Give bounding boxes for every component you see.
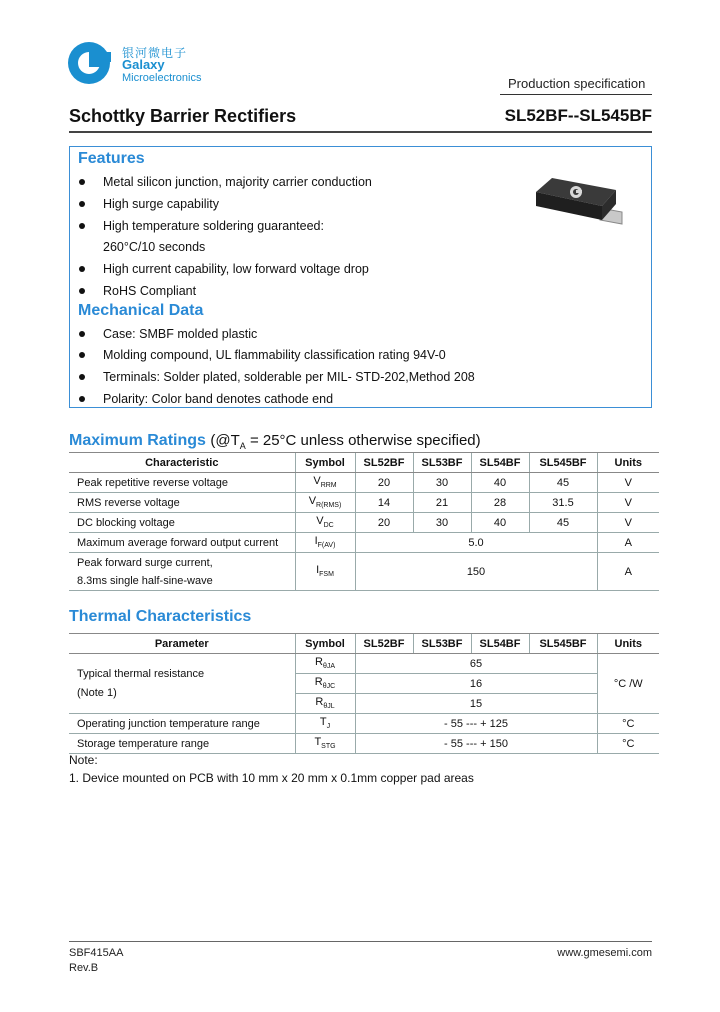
table-row: Typical thermal resistance (Note 1) $R_{\theta JA}$ 65 °C /W: [69, 654, 659, 674]
mechanical-item: Case: SMBF molded plastic: [103, 327, 257, 341]
table-row: DC blocking voltage $V_{DC}$ 20 30 40 45 V: [69, 513, 659, 533]
column-header: SL53BF: [413, 453, 471, 473]
note-item: 1. Device mounted on PCB with 10 mm x 20 mm x 0.1mm copper pad areas: [69, 771, 474, 785]
column-header: Units: [597, 453, 659, 473]
mechanical-item: Terminals: Solder plated, solderable per MIL- STD-202,Method 208: [103, 370, 475, 384]
column-header: SL54BF: [471, 634, 529, 654]
feature-item: Metal silicon junction, majority carrier conduction: [103, 175, 372, 189]
max-ratings-table: [69, 452, 659, 591]
column-header: Characteristic: [69, 453, 295, 473]
production-spec-label: Production specification: [508, 76, 646, 91]
mechanical-item: Polarity: Color band denotes cathode end: [103, 392, 333, 406]
table-row: $R_{\theta JL}$ 15: [69, 694, 659, 714]
column-header: Symbol: [295, 634, 355, 654]
logo-subtitle-text: Microelectronics: [122, 72, 202, 84]
thermal-heading: Thermal Characteristics: [69, 608, 252, 625]
feature-item: RoHS Compliant: [103, 284, 196, 298]
column-header: SL545BF: [529, 634, 597, 654]
document-id: SBF415AA: [69, 947, 124, 959]
column-header: SL545BF: [529, 453, 597, 473]
column-header: Parameter: [69, 634, 295, 654]
galaxy-logo-icon: [66, 40, 112, 86]
column-header: SL52BF: [355, 634, 413, 654]
logo-chinese-text: 银河微电子: [122, 46, 188, 60]
feature-subtext: 260°C/10 seconds: [103, 240, 206, 254]
website-link[interactable]: www.gmesemi.com: [557, 947, 652, 959]
table-row: Maximum average forward output current $I_{F(AV)}$ 5.0 A: [69, 533, 659, 553]
table-header-row: [69, 634, 659, 654]
table-row: Storage temperature range $T_{STG}$ - 55 --- + 150 °C: [69, 734, 659, 754]
footer-divider: [69, 941, 652, 942]
table-header-row: [69, 453, 659, 473]
column-header: SL53BF: [413, 634, 471, 654]
column-header: SL54BF: [471, 453, 529, 473]
feature-item: High temperature soldering guaranteed:: [103, 219, 324, 233]
max-ratings-heading: Maximum Ratings ($@T_A = 25^\circ C$ unless otherwise specified): [69, 432, 481, 451]
table-row: Peak forward surge current, 8.3ms single half-sine-wave $I_{FSM}$ 150 A: [69, 553, 659, 591]
mechanical-item: Molding compound, UL flammability classification rating 94V-0: [103, 348, 446, 362]
feature-item: High current capability, low forward voltage drop: [103, 262, 369, 276]
note-label: Note:: [69, 753, 98, 767]
table-row: $R_{\theta JC}$ 16: [69, 674, 659, 694]
title-divider: [69, 131, 652, 133]
feature-item: High surge capability: [103, 197, 219, 211]
thermal-table: [69, 633, 659, 754]
column-header: Symbol: [295, 453, 355, 473]
table-row: RMS reverse voltage $V_{R(RMS)}$ 14 21 28 31.5 V: [69, 493, 659, 513]
revision: Rev.B: [69, 962, 99, 974]
table-row: Peak repetitive reverse voltage $V_{RRM}$ 20 30 40 45 V: [69, 473, 659, 493]
header-divider: [500, 94, 652, 95]
mechanical-heading: Mechanical Data: [78, 302, 204, 319]
column-header: Units: [597, 634, 659, 654]
features-heading: Features: [78, 150, 145, 167]
table-row: Operating junction temperature range $T_J$ - 55 --- + 125 °C: [69, 714, 659, 734]
smbf-package-image: [530, 170, 630, 240]
page-title: Schottky Barrier Rectifiers: [69, 106, 297, 126]
logo-brand-text: Galaxy: [122, 57, 165, 72]
part-number: SL52BF--SL545BF: [504, 106, 652, 125]
column-header: SL52BF: [355, 453, 413, 473]
